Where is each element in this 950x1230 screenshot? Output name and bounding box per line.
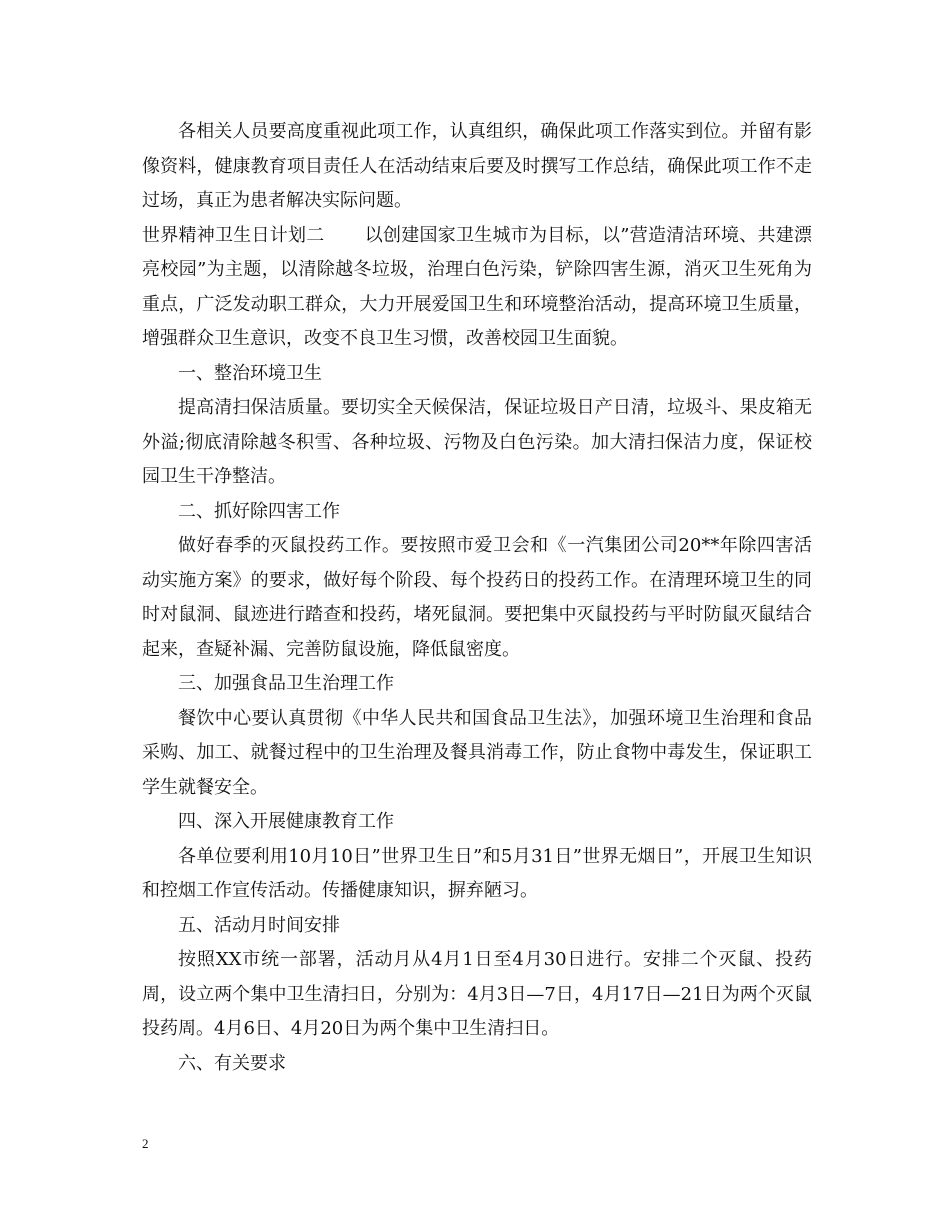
section-body: 以创建国家卫生城市为目标，以”营造清洁环境、共建漂亮校园”为主题，以清除越冬垃圾，治理白色污染，铲除四害生源，消灭卫生死角为重点，广泛发动职工群众，大力开展爱国卫生和环境整治活动，提高环境卫生质量，增强群众卫生意识，改变不良卫生习惯，改善校园卫生面貌。	[142, 224, 812, 349]
paragraph-p3: 提高清扫保洁质量。要切实全天候保洁，保证垃圾日产日清，垃圾斗、果皮箱无外溢;彻底清除越冬积雪、各种垃圾、污物及白色污染。加大清扫保洁力度，保证校园卫生干净整洁。	[142, 397, 812, 487]
document-page	[142, 115, 812, 1081]
heading-h1: 一、整治环境卫生	[178, 362, 322, 384]
paragraph-p2	[142, 219, 812, 357]
paragraph-p1: 各相关人员要高度重视此项工作，认真组织，确保此项工作落实到位。并留有影像资料，健康教育项目责任人在活动结束后要及时撰写工作总结，确保此项工作不走过场，真正为患者解决实际问题。	[142, 121, 812, 211]
paragraph-p5: 餐饮中心要认真贯彻《中华人民共和国食品卫生法》，加强环境卫生治理和食品采购、加工、就餐过程中的卫生治理及餐具消毒工作，防止食物中毒发生，保证职工学生就餐安全。	[142, 707, 812, 798]
paragraph-p6: 各单位要利用10月10日”世界卫生日”和5月31日”世界无烟日”，开展卫生知识和控烟工作宣传活动。传播健康知识，摒弃陋习。	[142, 845, 812, 901]
heading-h4: 四、深入开展健康教育工作	[178, 811, 394, 832]
paragraph-p4: 做好春季的灭鼠投药工作。要按照市爱卫会和《一汽集团公司20**年除四害活动实施方案》的要求，做好每个阶段、每个投药日的投药工作。在清理环境卫生的同时对鼠洞、鼠迹进行踏查和投药，堵死鼠洞。要把集中灭鼠投药与平时防鼠灭鼠结合起来，查疑补漏、完善防鼠设施，降低鼠密度。	[142, 535, 812, 660]
section-title: 世界精神卫生日计划二	[142, 224, 325, 246]
heading-h3: 三、加强食品卫生治理工作	[178, 673, 394, 694]
heading-h5: 五、活动月时间安排	[178, 914, 340, 936]
page-number: 2	[142, 1136, 149, 1151]
paragraph-p7: 按照XX市统一部署，活动月从4月1日至4月30日进行。安排二个灭鼠、投药周，设立两个集中卫生清扫日，分别为：4月3日—7日，4月17日—21日为两个灭鼠投药周。4月6日、4月20日为两个集中卫生清扫日。	[142, 949, 812, 1039]
heading-h6: 六、有关要求	[178, 1052, 286, 1074]
heading-h2: 二、抓好除四害工作	[178, 500, 340, 522]
